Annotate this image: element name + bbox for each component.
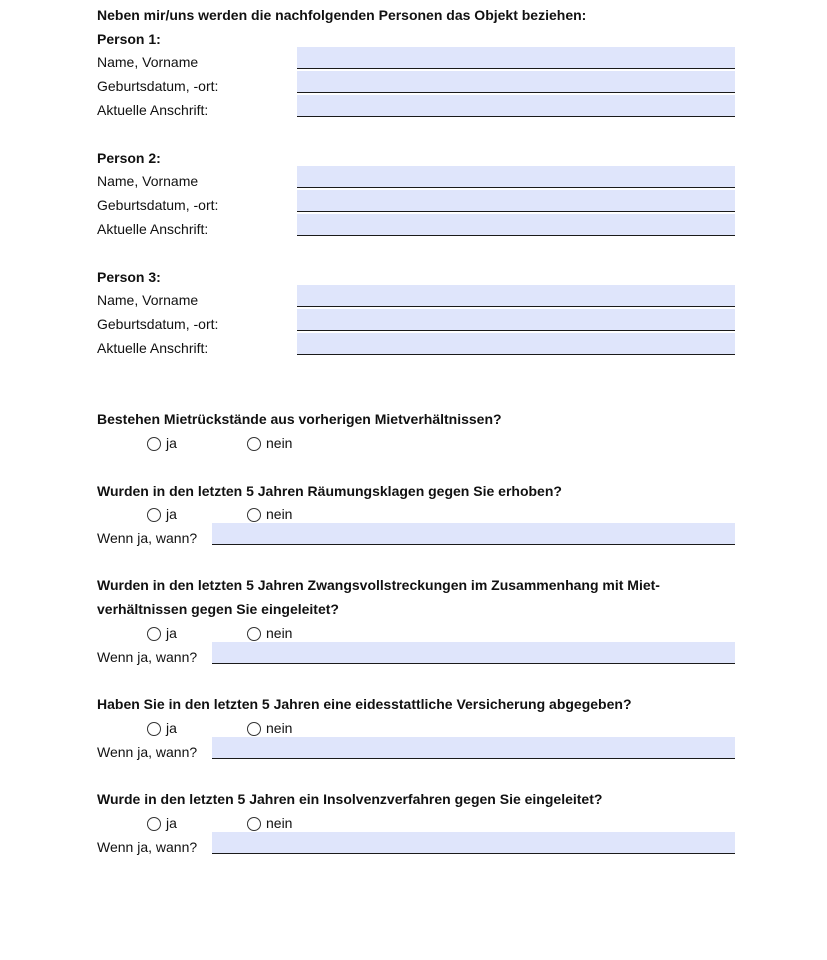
question-3-when-field[interactable] [212,642,735,664]
person-2-name-field[interactable] [297,166,735,188]
person-2-birth-field[interactable] [297,190,735,212]
question-4-when-label: Wenn ja, wann? [97,744,198,760]
question-3-when-label: Wenn ja, wann? [97,649,198,665]
question-1-yes-radio[interactable] [147,437,161,451]
person-3-address-label: Aktuelle Anschrift: [97,340,209,356]
question-2-no-radio[interactable] [247,508,261,522]
person-3-birth-field[interactable] [297,309,735,331]
question-5-when-field[interactable] [212,832,735,854]
person-2-birth-label: Geburtsdatum, -ort: [97,197,219,213]
person-3-birth-label: Geburtsdatum, -ort: [97,316,219,332]
question-4-no-radio[interactable] [247,722,261,736]
question-2-text: Wurden in den letzten 5 Jahren Räumungsklagen gegen Sie erhoben? [97,483,562,499]
person-3-address-field[interactable] [297,333,735,355]
person-1-name-label: Name, Vorname [97,54,199,70]
question-4-yes-radio[interactable] [147,722,161,736]
question-5-no-radio[interactable] [247,817,261,831]
person-3-title: Person 3: [97,269,161,285]
question-2-no-label: nein [266,506,293,522]
question-5-when-label: Wenn ja, wann? [97,839,198,855]
question-5-text: Wurde in den letzten 5 Jahren ein Insolvenzverfahren gegen Sie eingeleitet? [97,791,603,807]
question-1-no-radio[interactable] [247,437,261,451]
question-2-when-field[interactable] [212,523,735,545]
person-1-name-field[interactable] [297,47,735,69]
question-5-yes-label: ja [166,815,177,831]
intro-heading: Neben mir/uns werden die nachfolgenden Personen das Objekt beziehen: [97,7,587,23]
question-3-text-line1: Wurden in den letzten 5 Jahren Zwangsvollstreckungen im Zusammenhang mit Miet- [97,577,660,593]
person-2-address-label: Aktuelle Anschrift: [97,221,209,237]
question-3-yes-radio[interactable] [147,627,161,641]
question-3-no-radio[interactable] [247,627,261,641]
question-3-text-line2: verhältnissen gegen Sie eingeleitet? [97,601,339,617]
person-1-address-field[interactable] [297,95,735,117]
question-4-no-label: nein [266,720,293,736]
person-3-name-label: Name, Vorname [97,292,199,308]
question-3-no-label: nein [266,625,293,641]
question-2-when-label: Wenn ja, wann? [97,530,198,546]
person-1-birth-label: Geburtsdatum, -ort: [97,78,219,94]
person-2-title: Person 2: [97,150,161,166]
person-1-address-label: Aktuelle Anschrift: [97,102,209,118]
person-2-address-field[interactable] [297,214,735,236]
person-2-name-label: Name, Vorname [97,173,199,189]
person-1-title: Person 1: [97,31,161,47]
question-1-no-label: nein [266,435,293,451]
question-2-yes-label: ja [166,506,177,522]
question-1-text: Bestehen Mietrückstände aus vorherigen Mietverhältnissen? [97,411,502,427]
question-4-yes-label: ja [166,720,177,736]
question-1-yes-label: ja [166,435,177,451]
question-2-yes-radio[interactable] [147,508,161,522]
person-3-name-field[interactable] [297,285,735,307]
question-5-no-label: nein [266,815,293,831]
person-1-birth-field[interactable] [297,71,735,93]
question-5-yes-radio[interactable] [147,817,161,831]
question-4-text: Haben Sie in den letzten 5 Jahren eine eidesstattliche Versicherung abgegeben? [97,696,632,712]
question-3-yes-label: ja [166,625,177,641]
question-4-when-field[interactable] [212,737,735,759]
